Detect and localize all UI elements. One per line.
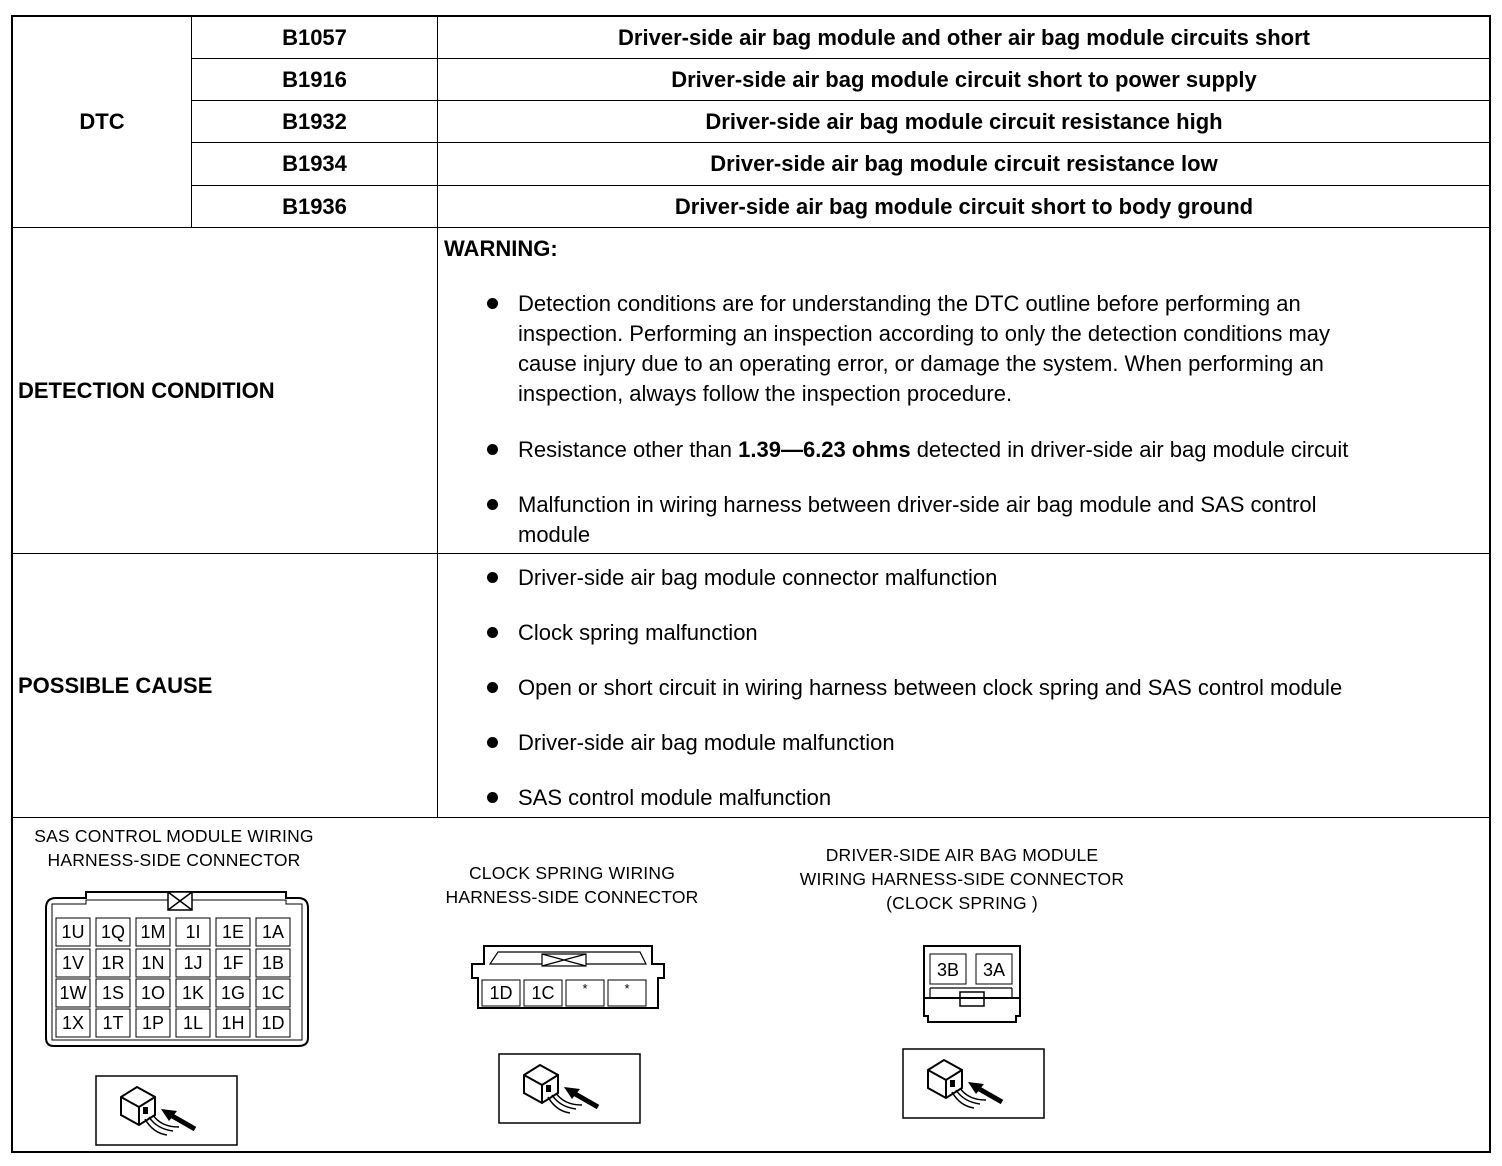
pin-label: *	[624, 981, 630, 996]
section-divider	[11, 817, 1491, 818]
cause-item: SAS control module malfunction	[518, 785, 832, 810]
bullet-icon	[487, 572, 498, 583]
pin-label: 1H	[221, 1013, 245, 1033]
cause-item: Driver-side air bag module connector malfunction	[518, 565, 998, 590]
pin-label: 1A	[261, 922, 285, 942]
pin-label: 1J	[183, 953, 203, 973]
dtc-description: Driver-side air bag module circuit resistance low	[710, 151, 1218, 176]
harness-condition: Malfunction in wiring harness between driver-side air bag module and SAS control module	[518, 492, 1317, 547]
pin-label: 1B	[261, 953, 285, 973]
pin-label: 1S	[101, 983, 125, 1003]
terminal-probe-icon	[95, 1075, 238, 1147]
pin-label: *	[582, 981, 588, 996]
terminal-probe-icon	[498, 1053, 641, 1125]
pin-label: 1C	[261, 983, 285, 1003]
warning-title: WARNING:	[444, 236, 558, 261]
dtc-code: B1936	[282, 193, 347, 219]
dtc-description: Driver-side air bag module circuit resistance high	[705, 108, 1223, 134]
pin-label: 1W	[59, 983, 87, 1003]
terminal-probe-icon	[902, 1048, 1045, 1120]
pin-label: 1I	[185, 922, 201, 942]
pin-label: 1L	[182, 1013, 204, 1033]
bullet-icon	[487, 792, 498, 803]
pin-label: 1R	[101, 953, 125, 973]
pin-label: 1F	[222, 953, 244, 973]
clock-spring-connector-title: CLOCK SPRING WIRING HARNESS-SIDE CONNECTOR	[445, 863, 699, 907]
pin-label: 1P	[141, 1013, 165, 1033]
pin-label: 1D	[489, 983, 513, 1003]
bullet-icon	[487, 499, 498, 510]
pin-label: 1D	[261, 1013, 285, 1033]
pin-label: 1O	[140, 983, 165, 1003]
resistance-condition: Resistance other than 1.39—6.23 ohms detected in driver-side air bag module circuit	[518, 437, 1349, 462]
warning-text: Detection conditions are for understanding the DTC outline before performing an inspection. Performing an inspection according to only the detection conditions may cause injury due to an operating error, or damage the system. When performing an inspection, always follow the inspection procedure.	[518, 291, 1331, 406]
resistance-value: 1.39—6.23 ohms	[738, 437, 911, 462]
cause-item: Driver-side air bag module malfunction	[518, 730, 895, 755]
pin-label: 1K	[181, 983, 205, 1003]
dtc-description: Driver-side air bag module circuit short to power supply	[671, 66, 1257, 92]
airbag-connector-title: DRIVER-SIDE AIR BAG MODULE WIRING HARNESS-SIDE CONNECTOR (CLOCK SPRING )	[799, 845, 1125, 913]
possible-cause-label: POSSIBLE CAUSE	[18, 672, 213, 698]
pin-label: 1T	[102, 1013, 124, 1033]
dtc-description: Driver-side air bag module circuit short to body ground	[674, 193, 1254, 219]
dtc-code: B1916	[282, 66, 347, 92]
dtc-code: B1057	[282, 24, 347, 50]
bullet-icon	[487, 444, 498, 455]
pin-label: 1E	[221, 922, 245, 942]
pin-label: 3A	[982, 960, 1006, 980]
sas-connector-title: SAS CONTROL MODULE WIRING HARNESS-SIDE CONNECTOR	[34, 826, 314, 870]
cause-item: Clock spring malfunction	[518, 620, 758, 645]
bullet-icon	[487, 682, 498, 693]
pin-label: 3B	[936, 960, 960, 980]
pin-label: 1X	[61, 1013, 85, 1033]
pin-label: 1Q	[100, 922, 125, 942]
cause-item: Open or short circuit in wiring harness between clock spring and SAS control module	[518, 675, 1343, 700]
pin-label: 1G	[220, 983, 245, 1003]
detection-condition-label: DETECTION CONDITION	[18, 377, 275, 403]
pin-label: 1C	[531, 983, 555, 1003]
dtc-code: B1934	[282, 151, 347, 176]
dtc-description: Driver-side air bag module and other air bag module circuits short	[618, 24, 1310, 50]
pin-label: 1U	[61, 922, 85, 942]
bullet-icon	[487, 737, 498, 748]
dtc-code: B1932	[282, 108, 347, 134]
pin-label: 1M	[140, 922, 166, 942]
airbag-connector-diagram	[920, 944, 1024, 1026]
pin-grid	[56, 918, 290, 1037]
bullet-icon	[487, 627, 498, 638]
bullet-icon	[487, 298, 498, 309]
dtc-label: DTC	[79, 109, 125, 134]
pin-label: 1N	[141, 953, 165, 973]
pin-label: 1V	[61, 953, 85, 973]
